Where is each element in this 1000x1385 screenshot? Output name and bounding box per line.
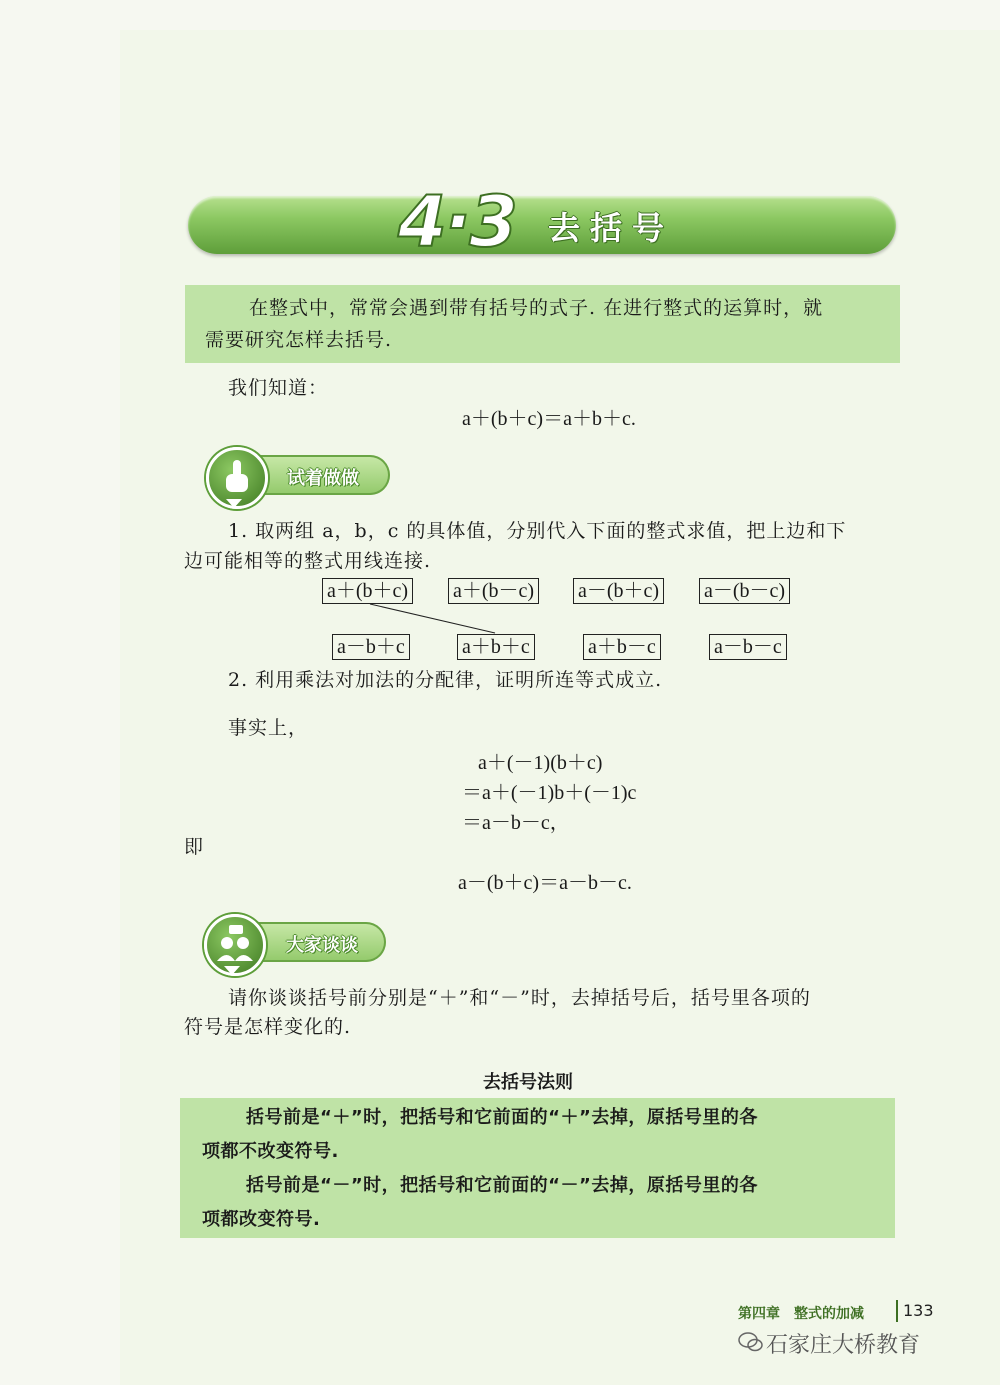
discuss-pill-arrow-icon [224, 966, 240, 975]
section-number: 4·3 [398, 181, 517, 263]
expr-box-top-1: a＋(b＋c) [322, 578, 413, 604]
intro-line-1: 在整式中，常常会遇到带有括号的式子. 在进行整式的运算时，就 [249, 297, 824, 319]
try-item1-line1: 1. 取两组 a，b，c 的具体值，分别代入下面的整式求值，把上边和下 [228, 520, 847, 542]
expr-box-bottom-2: a＋b＋c [457, 634, 535, 660]
derivation-line-3: ＝a－b－c， [462, 812, 570, 834]
expr-box-bottom-1: a－b＋c [332, 634, 410, 660]
discuss-line-1: 请你谈谈括号前分别是“＋”和“－”时，去掉括号后，括号里各项的 [228, 987, 811, 1009]
discuss-line-2: 符号是怎样变化的. [184, 1016, 352, 1038]
try-item2: 2. 利用乘法对加法的分配律，证明所连等式成立. [228, 669, 663, 691]
section-title: 去括号 [548, 209, 675, 247]
intro-line-2: 需要研究怎样去括号. [205, 329, 393, 351]
known-formula: a＋(b＋c)＝a＋b＋c. [462, 408, 636, 430]
watermark-text: 石家庄大桥教育 [766, 1333, 921, 1358]
rule-title: 去括号法则 [483, 1072, 573, 1093]
expr-box-top-2: a＋(b－c) [448, 578, 539, 604]
result-formula: a－(b＋c)＝a－b－c. [458, 872, 632, 894]
try-pill-label: 试着做做 [287, 468, 359, 489]
rule-p1-line2: 项都不改变符号. [202, 1141, 339, 1162]
derivation-line-2: ＝a＋(－1)b＋(－1)c [462, 782, 637, 804]
footer-chapter: 第四章 整式的加减 [738, 1306, 864, 1322]
expr-box-bottom-3: a＋b－c [583, 634, 661, 660]
try-item1-line2: 边可能相等的整式用线连接. [184, 550, 432, 572]
expr-box-bottom-4: a－b－c [709, 634, 787, 660]
derivation-line-1: a＋(－1)(b＋c) [478, 752, 603, 774]
wechat-icon [738, 1330, 764, 1354]
expr-box-top-4: a－(b－c) [699, 578, 790, 604]
rule-p1-line1: 括号前是“＋”时，把括号和它前面的“＋”去掉，原括号里的各 [246, 1107, 758, 1128]
known-label: 我们知道： [228, 377, 329, 399]
ji-label: 即 [184, 836, 205, 858]
people-talking-icon [207, 917, 263, 973]
rule-p2-line2: 项都改变符号. [202, 1209, 321, 1230]
rule-p2-line1: 括号前是“－”时，把括号和它前面的“－”去掉，原括号里的各 [246, 1175, 758, 1196]
discuss-pill-label: 大家谈谈 [286, 935, 358, 956]
fact-label: 事实上， [228, 717, 309, 739]
rule-box [180, 1098, 895, 1238]
expr-box-top-3: a－(b＋c) [573, 578, 664, 604]
footer-divider [896, 1300, 898, 1322]
page-number: 133 [903, 1301, 934, 1320]
